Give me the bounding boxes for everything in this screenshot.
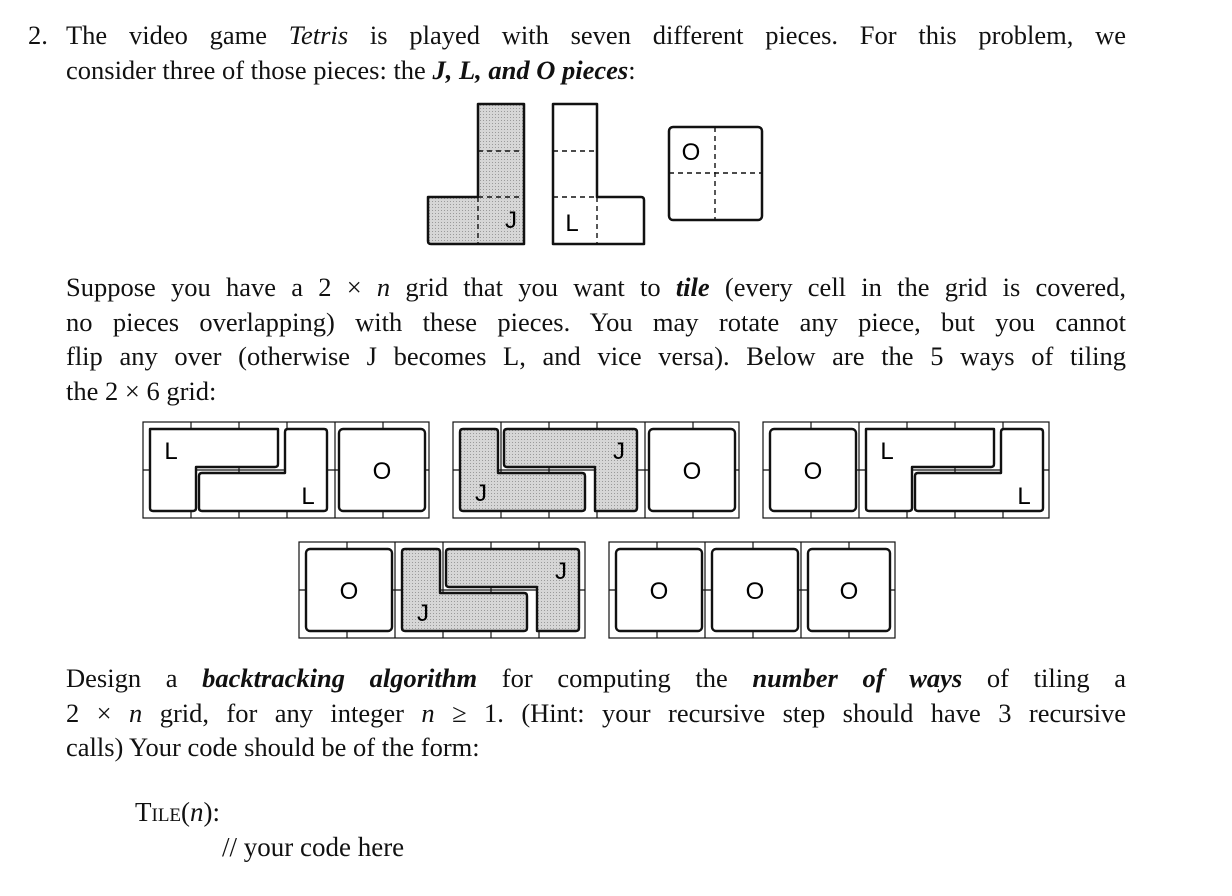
j-piece bbox=[428, 104, 524, 244]
tiling-2-piece-3-label: O bbox=[682, 458, 702, 485]
tiling-1 bbox=[142, 421, 430, 519]
tiling-3-piece-3-label: L bbox=[1017, 483, 1031, 510]
tiling-5-piece-3-label: O bbox=[839, 578, 859, 605]
l-piece bbox=[553, 104, 644, 244]
tiling-4-piece-3-label: J bbox=[555, 558, 567, 585]
task-para-line-2: 2 × n grid, for any integer n ≥ 1. (Hint: your recursive step should have 3 recursive bbox=[66, 697, 1126, 728]
intro-line-2: consider three of those pieces: the J, L, and O pieces: bbox=[66, 54, 636, 85]
grid-para-line-1: Suppose you have a 2 × n grid that you want to tile (every cell in the grid is covered, bbox=[66, 272, 1127, 302]
tiling-2 bbox=[452, 421, 740, 519]
tiling-2-piece-1-label: J bbox=[475, 480, 487, 507]
tiling-5-piece-1-label: O bbox=[649, 578, 669, 605]
task-para-line-3: calls) Your code should be of the form: bbox=[66, 732, 480, 762]
tiling-4-piece-2-label: J bbox=[417, 600, 429, 627]
tiling-4-piece-1-label: O bbox=[339, 578, 359, 605]
tiling-5 bbox=[608, 541, 896, 639]
l-piece-label: L bbox=[565, 210, 579, 237]
code-signature: Tile(n): bbox=[135, 797, 221, 827]
tiling-4 bbox=[298, 541, 586, 639]
tiling-1-piece-2-label: L bbox=[301, 483, 315, 510]
grid-para-line-2: no pieces overlapping) with these pieces. You may rotate any piece, but you cannot bbox=[66, 306, 1126, 337]
tiling-1-piece-1-label: L bbox=[164, 438, 178, 465]
tiling-2-piece-2-label: J bbox=[613, 438, 625, 465]
tiling-1-piece-3-label: O bbox=[372, 458, 392, 485]
tiling-3-piece-2-label: L bbox=[880, 438, 894, 465]
intro-line-1: The video game Tetris is played with seven different pieces. For this problem, we bbox=[66, 20, 1126, 50]
tiling-5-piece-2-label: O bbox=[745, 578, 765, 605]
tiling-3-piece-1-label: O bbox=[803, 458, 823, 485]
task-para-line-1: Design a backtracking algorithm for computing the number of ways of tiling a bbox=[66, 663, 1126, 693]
problem-number: 2. bbox=[28, 20, 48, 50]
grid-para-line-4: the 2 × 6 grid: bbox=[66, 375, 217, 406]
tiling-3 bbox=[762, 421, 1050, 519]
j-piece-label: J bbox=[505, 207, 517, 234]
o-piece-label: O bbox=[681, 139, 701, 166]
grid-para-line-3: flip any over (otherwise J becomes L, and vice versa). Below are the 5 ways of tiling bbox=[66, 341, 1126, 371]
o-piece bbox=[669, 127, 762, 220]
code-comment: // your code here bbox=[222, 832, 405, 862]
